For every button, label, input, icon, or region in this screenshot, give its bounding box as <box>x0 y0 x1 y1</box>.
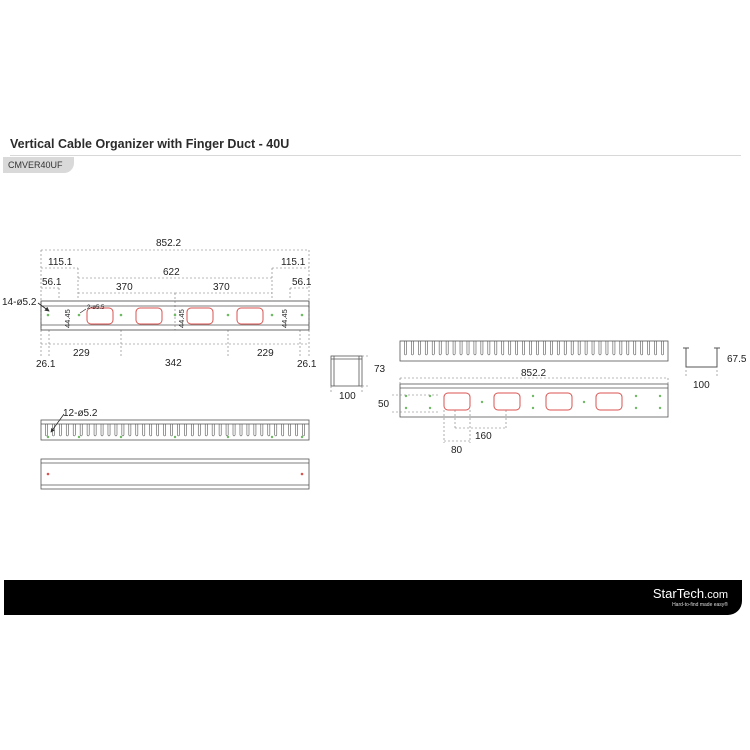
finger-slot <box>606 341 608 355</box>
finger-slot <box>613 341 615 355</box>
finger-slot <box>289 424 291 436</box>
finger-slot <box>418 341 420 355</box>
finger-teeth <box>404 341 663 355</box>
dim-front-bottom-mid: 342 <box>165 358 182 369</box>
finger-slot <box>439 341 441 355</box>
dim-front-left-offset: 115.1 <box>48 257 73 268</box>
dim-front-left-slot-span: 370 <box>116 282 133 293</box>
dim-front-bottom-left: 229 <box>73 348 90 359</box>
brand-name: StarTech <box>652 586 705 601</box>
finger-slot <box>164 424 166 436</box>
finger-slot <box>523 341 525 355</box>
slot <box>187 308 213 324</box>
dim-channel-height: 67.5 <box>727 354 747 365</box>
sku-badge: CMVER40UF <box>3 157 74 173</box>
finger-slot <box>425 341 427 355</box>
finger-slot <box>411 341 413 355</box>
finger-slot <box>122 424 124 436</box>
finger-slot <box>219 424 221 436</box>
dim-front-small-holes: 2-ø5.5 <box>87 305 105 311</box>
finger-slot <box>94 424 96 436</box>
finger-slot <box>80 424 82 436</box>
finger-slot <box>543 341 545 355</box>
finger-slot <box>45 424 47 436</box>
finger-slot <box>254 424 256 436</box>
dim-front-inner-span: 622 <box>163 267 180 278</box>
finger-slot <box>177 424 179 436</box>
finger-slot <box>198 424 200 436</box>
finger-slot <box>502 341 504 355</box>
finger-slot <box>191 424 193 436</box>
dim-front-right-offset: 115.1 <box>281 257 306 268</box>
finger-slot <box>101 424 103 436</box>
finger-slot <box>129 424 131 436</box>
finger-slot <box>529 341 531 355</box>
brand-suffix: .com <box>704 589 728 601</box>
finger-slot <box>661 341 663 355</box>
top-plate-holes <box>405 395 661 409</box>
brand-tagline: Hard-to-find made easy® <box>672 602 728 608</box>
finger-slot <box>655 341 657 355</box>
front-holes <box>47 314 304 317</box>
slot <box>546 393 572 410</box>
dim-front-height-right: 44.45 <box>280 309 289 328</box>
finger-slot <box>634 341 636 355</box>
dim-front-corner-left: 26.1 <box>36 359 56 370</box>
finger-slot <box>108 424 110 436</box>
footer-bar <box>4 580 742 615</box>
finger-slot <box>474 341 476 355</box>
dim-section-width: 100 <box>339 391 356 402</box>
finger-slot <box>150 424 152 436</box>
dim-side-holes-callout: 12-ø5.2 <box>63 408 98 419</box>
dim-top-slot-pitch: 160 <box>475 431 492 442</box>
finger-slot <box>627 341 629 355</box>
finger-slot <box>59 424 61 436</box>
finger-slot <box>488 341 490 355</box>
finger-slot <box>66 424 68 436</box>
finger-slot <box>247 424 249 436</box>
finger-slot <box>136 424 138 436</box>
dim-front-height-mid: 44.45 <box>177 309 186 328</box>
brand-logo[interactable] <box>653 586 728 601</box>
finger-slot <box>550 341 552 355</box>
dim-top-offset: 50 <box>378 399 390 410</box>
finger-slot <box>404 341 406 355</box>
top-plate-labels <box>378 368 546 456</box>
dim-front-bottom-right: 229 <box>257 348 274 359</box>
front-view <box>41 250 309 356</box>
finger-slot <box>495 341 497 355</box>
dim-front-right-slot-span: 370 <box>213 282 230 293</box>
dim-top-total: 852.2 <box>521 368 547 379</box>
finger-slot <box>205 424 207 436</box>
dim-front-holes-callout: 14-ø5.2 <box>2 297 37 308</box>
finger-slot <box>170 424 172 436</box>
finger-slot <box>564 341 566 355</box>
finger-slot <box>599 341 601 355</box>
cross-section <box>331 356 370 392</box>
slot <box>237 308 263 324</box>
finger-slot <box>157 424 159 436</box>
finger-slot <box>143 424 145 436</box>
finger-slot <box>467 341 469 355</box>
finger-slot <box>282 424 284 436</box>
finger-slot <box>115 424 117 436</box>
finger-slot <box>509 341 511 355</box>
finger-slot <box>592 341 594 355</box>
finger-slot <box>240 424 242 436</box>
dim-front-total: 852.2 <box>156 238 182 249</box>
dim-front-corner-right: 26.1 <box>297 359 317 370</box>
finger-slot <box>620 341 622 355</box>
slot <box>596 393 622 410</box>
dim-section-height: 73 <box>374 364 386 375</box>
dim-channel-width: 100 <box>693 380 710 391</box>
channel-profile <box>683 348 720 376</box>
finger-slot <box>648 341 650 355</box>
finger-slot <box>536 341 538 355</box>
finger-slot <box>557 341 559 355</box>
finger-slot <box>641 341 643 355</box>
finger-slot <box>268 424 270 436</box>
finger-slot <box>233 424 235 436</box>
finger-slot <box>481 341 483 355</box>
finger-slot <box>226 424 228 436</box>
dim-front-right-edge: 56.1 <box>292 277 312 288</box>
slot <box>444 393 470 410</box>
finger-slot <box>261 424 263 436</box>
finger-slot <box>184 424 186 436</box>
finger-slot <box>453 341 455 355</box>
finger-slot <box>212 424 214 436</box>
finger-slot <box>73 424 75 436</box>
back-view <box>41 459 309 489</box>
slot <box>136 308 162 324</box>
page-title: Vertical Cable Organizer with Finger Duct - 40U <box>10 137 290 151</box>
top-finger-view <box>400 341 668 361</box>
finger-slot <box>460 341 462 355</box>
slot <box>494 393 520 410</box>
finger-slot <box>296 424 298 436</box>
finger-slot <box>275 424 277 436</box>
finger-slot <box>446 341 448 355</box>
dim-front-height-left: 44.45 <box>63 309 72 328</box>
side-holes <box>47 436 303 438</box>
finger-slot <box>571 341 573 355</box>
finger-slot <box>87 424 89 436</box>
finger-slot <box>302 424 304 436</box>
finger-slot <box>585 341 587 355</box>
dim-top-slot-width: 80 <box>451 445 463 456</box>
top-plate-view <box>392 378 668 443</box>
finger-teeth <box>45 424 304 436</box>
finger-slot <box>516 341 518 355</box>
dim-front-left-edge: 56.1 <box>42 277 62 288</box>
finger-slot <box>432 341 434 355</box>
finger-slot <box>578 341 580 355</box>
